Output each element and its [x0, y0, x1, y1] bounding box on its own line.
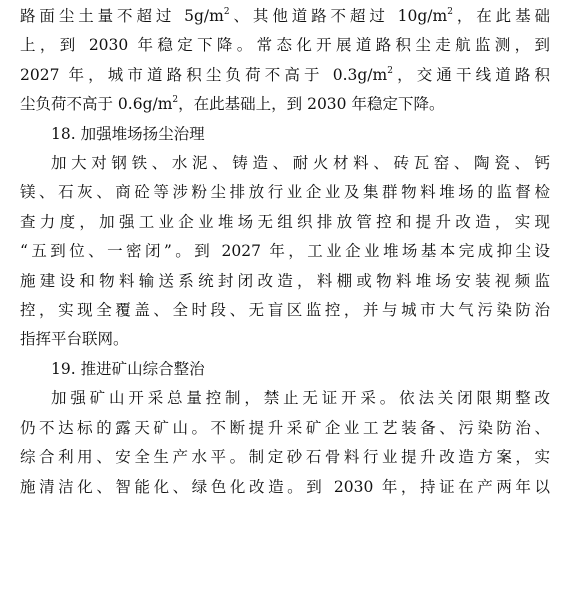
text-line: 上，到 2030 年稳定下降。常态化开展道路积尘走航监测，到	[20, 36, 550, 55]
text-line: 施建设和物料输送系统封闭改造，料棚或物料堆场安装视频监	[20, 271, 550, 290]
text-line: 2027 年，城市道路积尘负荷不高于 $0.3g/m^2$，交通干线道路积	[20, 65, 550, 84]
text-line: 尘负荷不高于 $0.6g/m^2$，在此基础上，到 2030 年稳定下降。	[20, 95, 445, 114]
text-line: 综合利用、安全生产水平。制定砂石骨料行业提升改造方案，实	[20, 448, 550, 467]
text-line: 查力度，加强工业企业堆场无组织排放管控和提升改造，实现	[20, 212, 550, 231]
section-heading-18: 18. 加强堆场扬尘治理	[51, 124, 205, 143]
paragraph-mine-rectification	[20, 384, 550, 502]
text-line: 加大对钢铁、水泥、铸造、耐火材料、砖瓦窑、陶瓷、钙	[51, 154, 550, 173]
text-line: 加强矿山开采总量控制，禁止无证开采。依法关闭限期整改	[51, 389, 550, 408]
paragraph-stockyard-dust	[20, 149, 550, 355]
section-heading-19: 19. 推进矿山综合整治	[51, 359, 205, 378]
text-line: 施清洁化、智能化、绿色化改造。到 2030 年，持证在产两年以	[20, 477, 550, 496]
text-line: 控，实现全覆盖、全时段、无盲区监控，并与城市大气污染防治	[20, 301, 550, 320]
text-line: 指挥平台联网。	[20, 330, 129, 349]
text-line: 路面尘土量不超过 $5g/m^2$、其他道路不超过 $10g/m^2$，在此基础	[20, 6, 550, 25]
text-line: 镁、石灰、商砼等涉粉尘排放行业企业及集群物料堆场的监督检	[20, 183, 550, 202]
text-line: “五到位、一密闭”。到 2027 年，工业企业堆场基本完成抑尘设	[20, 242, 550, 261]
text-line: 仍不达标的露天矿山。不断提升采矿企业工艺装备、污染防治、	[20, 418, 550, 437]
paragraph-road-dust	[20, 2, 550, 120]
